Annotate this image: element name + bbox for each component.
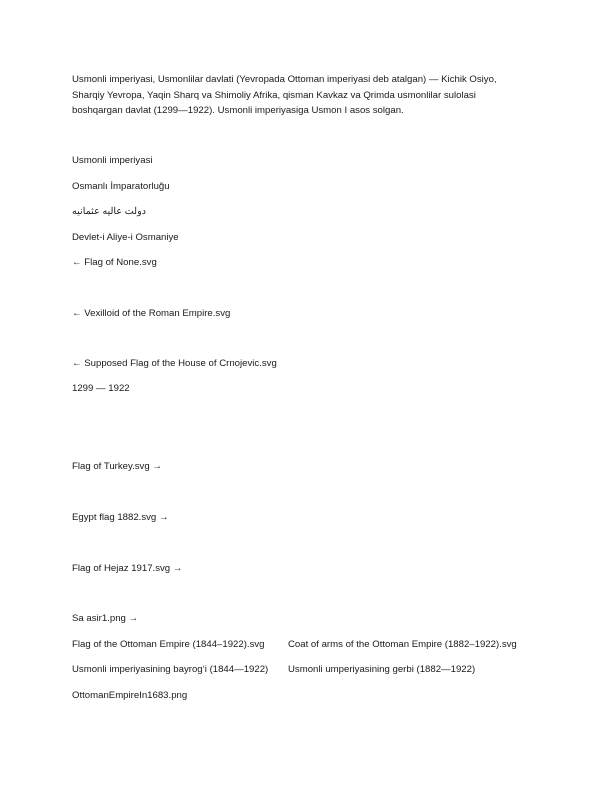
predecessor-link[interactable]: ← Supposed Flag of the House of Crnojevic.svg [72, 358, 277, 369]
successor-link[interactable]: Egypt flag 1882.svg → [72, 512, 169, 523]
state-name-turkish: Osmanlı İmparatorluğu [72, 181, 170, 192]
coat-of-arms-caption: Usmonli umperiyasining gerbi (1882—1922) [288, 664, 476, 675]
intro-line: Usmonli imperiyasi, Usmonlilar davlati (Yevropada Ottoman imperiyasi deb atalgan) — Kichik Osiyo, [72, 74, 497, 85]
predecessor-link[interactable]: ← Flag of None.svg [72, 257, 157, 268]
flag-caption: Usmonli imperiyasining bayrog‘i (1844—1922) [72, 664, 269, 675]
state-name-ottoman-turkish: دولت عاليه عثمانيه [72, 206, 146, 217]
successor-link[interactable]: Sa asir1.png → [72, 613, 139, 624]
state-name-transliteration: Devlet-i Aliye-i Osmaniye [72, 232, 179, 243]
successor-link[interactable]: Flag of Hejaz 1917.svg → [72, 563, 183, 574]
intro-line: Sharqiy Yevropa, Yaqin Sharq va Shimoliy Afrika, qisman Kavkaz va Qrimda usmonlilar sulolasi [72, 89, 476, 101]
intro-paragraph [72, 72, 542, 119]
coat-of-arms-file-link[interactable]: Coat of arms of the Ottoman Empire (1882–1922).svg [288, 639, 517, 650]
intro-line: boshqargan davlat (1299—1922). Usmonli imperiyasiga Usmon I asos solgan. [72, 105, 404, 116]
predecessor-link[interactable]: ← Vexilloid of the Roman Empire.svg [72, 308, 231, 319]
state-name-uzbek: Usmonli imperiyasi [72, 155, 153, 166]
flag-file-link[interactable]: Flag of the Ottoman Empire (1844–1922).svg [72, 639, 265, 650]
map-file-link[interactable]: OttomanEmpireIn1683.png [72, 690, 188, 701]
successor-link[interactable]: Flag of Turkey.svg → [72, 461, 162, 472]
state-years: 1299 — 1922 [72, 383, 130, 394]
